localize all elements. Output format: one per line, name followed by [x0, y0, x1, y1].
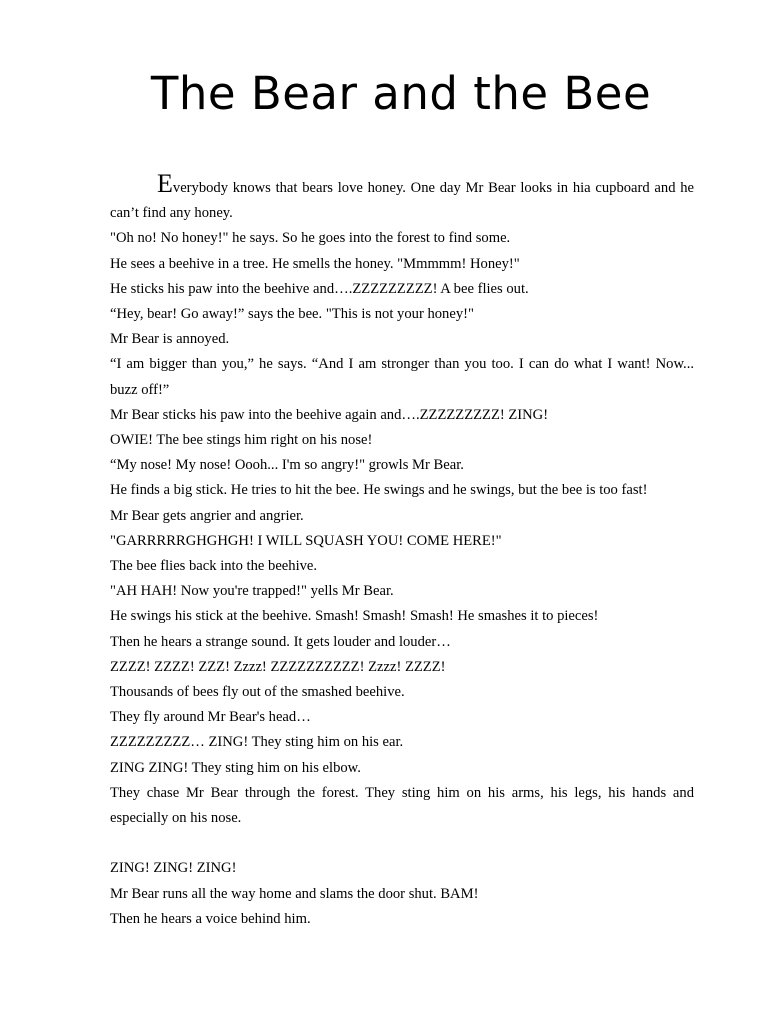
story-paragraph: “Hey, bear! Go away!” says the bee. "This is not your honey!" [110, 306, 474, 323]
story-paragraph: They fly around Mr Bear's head… [110, 709, 311, 726]
story-paragraph: Mr Bear gets angrier and angrier. [110, 507, 304, 524]
paragraph-gap [110, 831, 694, 856]
story-paragraph: Mr Bear runs all the way home and slams the door shut. BAM! [110, 885, 479, 902]
story-paragraph: “I am bigger than you,” he says. “And I am stronger than you too. I can do what I want! Now... buzz off!” [110, 356, 694, 398]
story-paragraph: OWIE! The bee stings him right on his nose! [110, 432, 373, 449]
story-paragraph: Then he hears a strange sound. It gets louder and louder… [110, 633, 451, 650]
story-paragraph: "GARRRRRGHGHGH! I WILL SQUASH YOU! COME HERE!" [110, 532, 502, 549]
drop-cap-initial: E [157, 169, 173, 198]
story-paragraph: They chase Mr Bear through the forest. They sting him on his arms, his legs, his hands and especially on his nose. [110, 784, 694, 827]
story-paragraph: The bee flies back into the beehive. [110, 558, 318, 575]
story-paragraph: "AH HAH! Now you're trapped!" yells Mr Bear. [110, 583, 394, 600]
story-paragraph: He sees a beehive in a tree. He smells the honey. "Mmmmm! Honey!" [110, 255, 520, 272]
story-paragraph: “My nose! My nose! Oooh... I'm so angry!" growls Mr Bear. [110, 457, 464, 474]
story-paragraph: Thousands of bees fly out of the smashed beehive. [110, 684, 405, 701]
story-paragraph: ZZZZ! ZZZZ! ZZZ! Zzzz! ZZZZZZZZZZ! Zzzz! ZZZZ! [110, 658, 446, 675]
opening-paragraph-text: verybody knows that bears love honey. One day Mr Bear looks in hia cupboard and he can’t find any honey. [110, 180, 694, 222]
story-paragraph: Mr Bear sticks his paw into the beehive again and….ZZZZZZZZZ! ZING! [110, 406, 549, 423]
story-paragraph: Then he hears a voice behind him. [110, 910, 311, 927]
story-paragraph: He finds a big stick. He tries to hit the bee. He swings and he swings, but the bee is too fast! [110, 482, 648, 499]
story-paragraph: Mr Bear is annoyed. [110, 331, 230, 348]
story-paragraph: ZZZZZZZZZ… ZING! They sting him on his ear. [110, 734, 404, 751]
story-paragraph: ZING ZING! They sting him on his elbow. [110, 759, 361, 776]
story-paragraph: "Oh no! No honey!" he says. So he goes into the forest to find some. [110, 230, 511, 247]
story-body [110, 169, 694, 932]
story-paragraph: He swings his stick at the beehive. Smash! Smash! Smash! He smashes it to pieces! [110, 608, 599, 625]
opening-paragraph [110, 169, 694, 226]
story-paragraph: He sticks his paw into the beehive and….ZZZZZZZZZ! A bee flies out. [110, 280, 529, 297]
story-paragraph: ZING! ZING! ZING! [110, 860, 237, 877]
document-title: The Bear and the Bee [150, 67, 652, 120]
